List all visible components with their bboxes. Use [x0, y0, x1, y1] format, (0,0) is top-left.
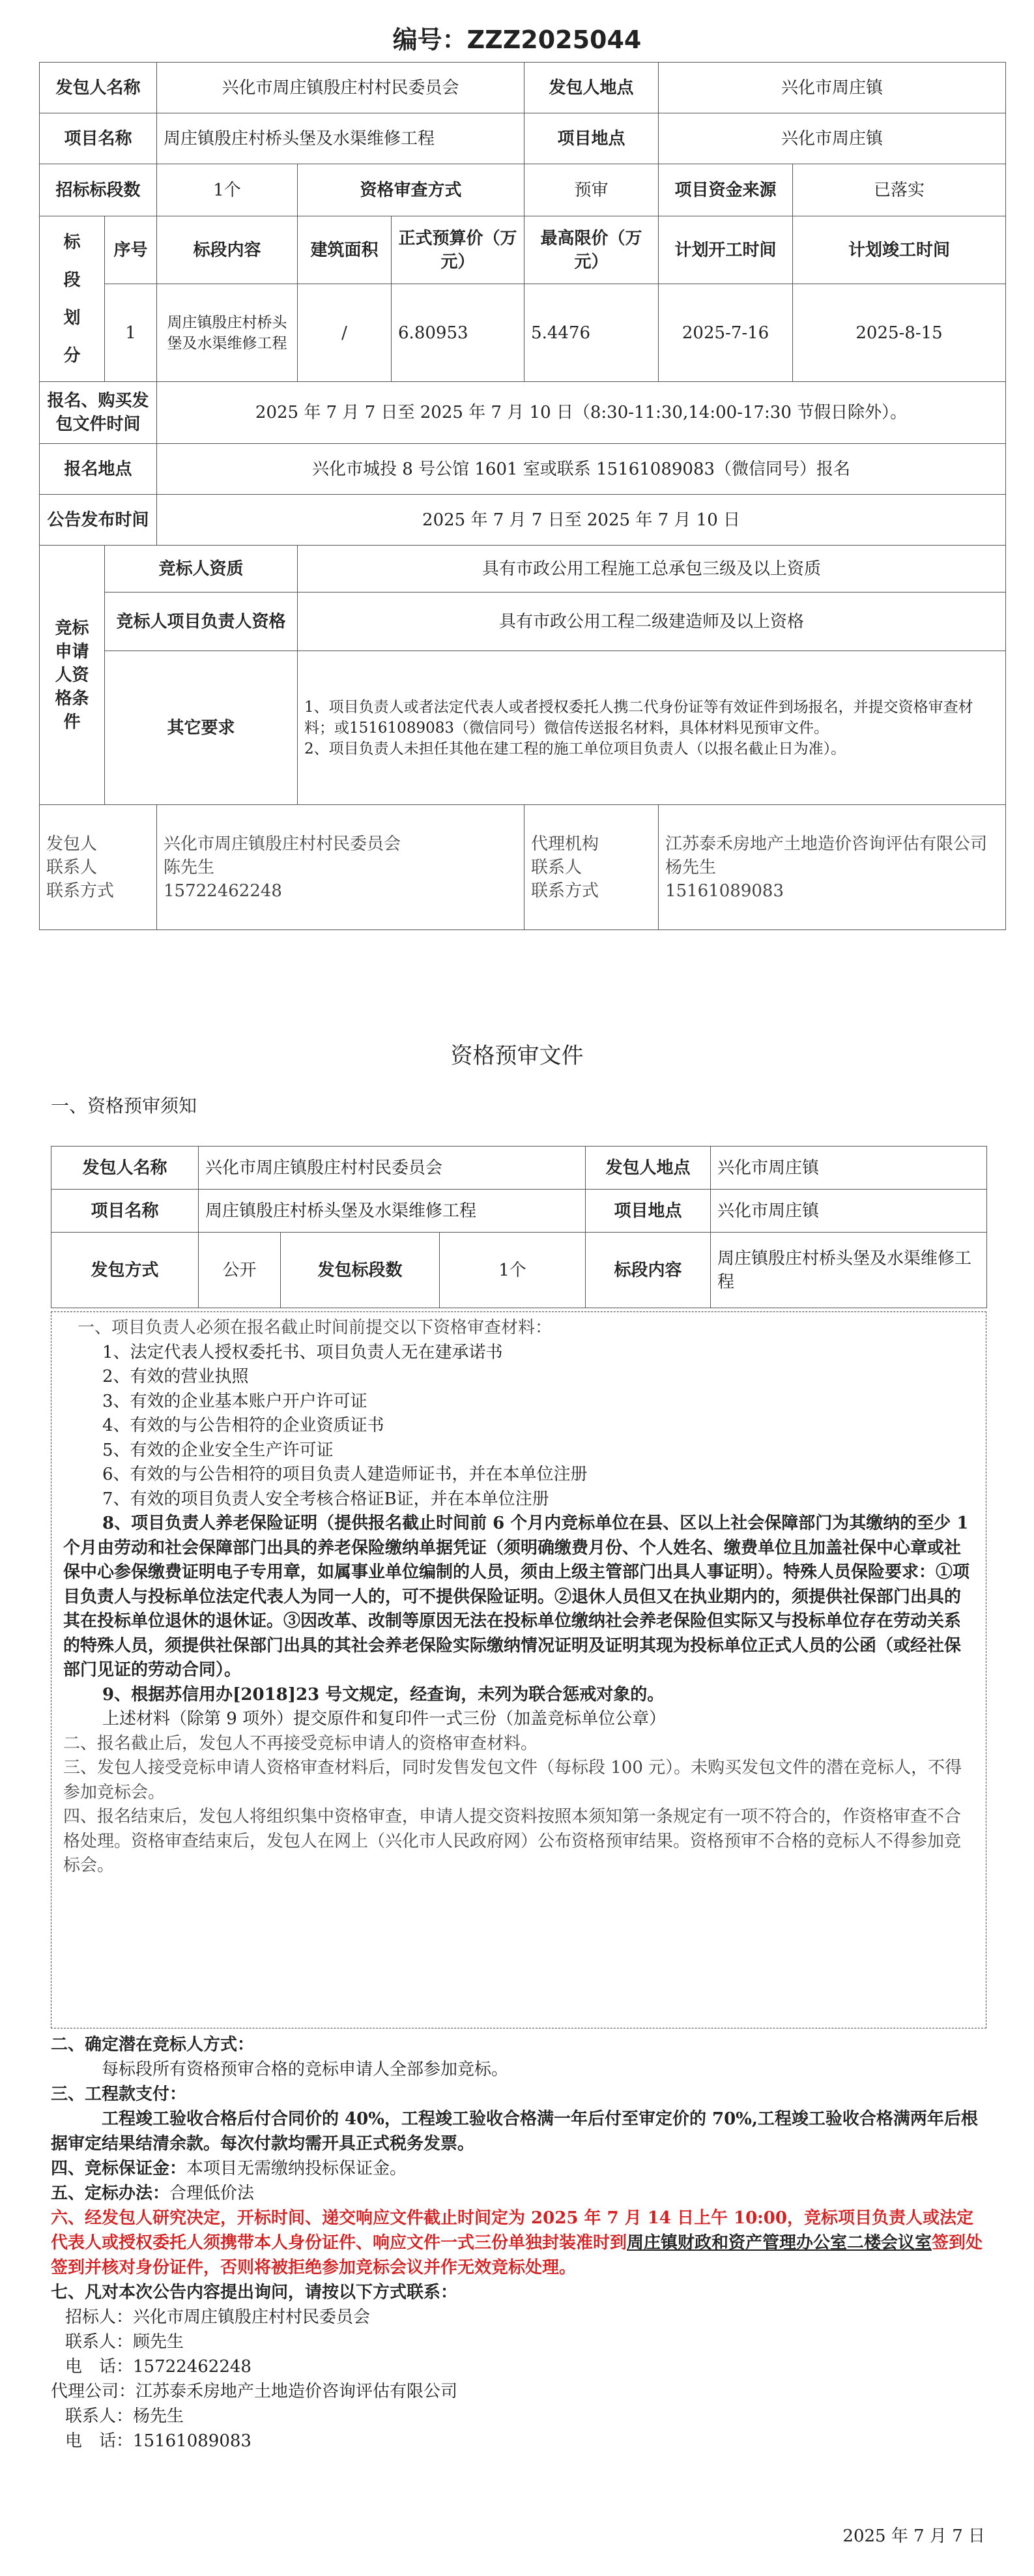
employer-place-value: 兴化市周庄镇 — [659, 63, 1006, 113]
lot-max-price-value: 5.4476 — [524, 284, 659, 382]
pq-mode-value: 公开 — [199, 1233, 281, 1308]
lot-start-value: 2025-7-16 — [659, 284, 793, 382]
contact-line-2: 电 话：15722462248 — [65, 2357, 251, 2377]
employer-contact-value: 兴化市周庄镇殷庄村村民委员会 陈先生 15722462248 — [157, 805, 524, 930]
box-line-1: 1、法定代表人授权委托书、项目负责人无在建承诺书 — [102, 1342, 503, 1362]
project-name-value: 周庄镇殷庄村桥头堡及水渠维修工程 — [157, 113, 524, 164]
lot-division-label: 标 段 划 分 — [40, 216, 105, 382]
qual-bidder-label: 竞标人资质 — [105, 546, 298, 593]
prequal-table — [51, 1146, 987, 1308]
signup-place-label: 报名地点 — [40, 444, 157, 495]
pq-employer-value: 兴化市周庄镇殷庄村村民委员会 — [199, 1147, 586, 1190]
lot-seq-header: 序号 — [105, 216, 157, 284]
pq-mode-label: 发包方式 — [51, 1233, 199, 1308]
qualification-group-label: 竞标申请人资格条件 — [40, 546, 105, 805]
prequal-requirements-box — [51, 1311, 986, 2028]
project-name-label: 项目名称 — [40, 113, 157, 164]
agent-contact-value: 江苏泰禾房地产土地造价咨询评估有限公司 杨先生 15161089083 — [659, 805, 1006, 930]
qual-other-item-2: 2、项目负责人未担任其他在建工程的施工单位项目负责人（以报名截止日为准）。 — [304, 740, 846, 757]
signup-place-value: 兴化市城投 8 号公馆 1601 室或联系 15161089083（微信同号）报名 — [157, 444, 1006, 495]
employer-place-label: 发包人地点 — [524, 63, 659, 113]
s4-title: 四、竞标保证金： — [51, 2159, 187, 2178]
s2-title: 二、确定潜在竞标人方式： — [51, 2035, 255, 2055]
fund-source-value: 已落实 — [793, 164, 1006, 216]
s4-line — [51, 2156, 986, 2181]
box-line-8: 8、项目负责人养老保险证明（提供报名截止时间前 6 个月内竞标单位在县、区以上社会保障部门为其缴纳的至少 1 个月由劳动和社会保障部门出具的养老保险缴纳单据凭证（须明确缴费月份、个人姓名、缴费单位且加盖社保中心章或社保中心参保缴费证明电子专用章，如属事业单位编制的人员，须由上级主管部门出具人事证明）。特殊人员保险要求：①项目负责人与投标单位法定代表人为同一人的，可不提供保险证明。②退休人员但又在执业期内的，须提供社保部门出具的其在投标单位退休的退休证。③因改革、改制等原因无法在投标单位缴纳社会养老保险但实际又与投标单位存在劳动关系的特殊人员，须提供社保部门出具的其社会养老保险实际缴纳情况证明及证明其现为投标单位正式人员的公函（或经社保部门见证的劳动合同）。 — [63, 1514, 970, 1680]
box-line-7: 7、有效的项目负责人安全考核合格证B证，并在本单位注册 — [102, 1489, 549, 1509]
section-1-heading: 一、资格预审须知 — [51, 1095, 197, 1117]
qual-other-item-1: 1、项目负责人或者法定代表人或者授权委托人携二代身份证等有效证件到场报名，并提交资格审查材料；或15161089083（微信同号）微信传送报名材料，具体材料见预审文件。 — [304, 698, 973, 737]
sections-value: 1个 — [157, 164, 298, 216]
lot-end-value: 2025-8-15 — [793, 284, 1006, 382]
lot-area-value: / — [298, 284, 392, 382]
project-place-label: 项目地点 — [524, 113, 659, 164]
qual-other-label: 其它要求 — [105, 651, 298, 805]
box-line-3: 3、有效的企业基本账户开户许可证 — [102, 1391, 367, 1411]
lot-end-header: 计划竣工时间 — [793, 216, 1006, 284]
pq-lot-content-label: 标段内容 — [586, 1233, 711, 1308]
box-line-4: 4、有效的与公告相符的企业资质证书 — [102, 1416, 384, 1435]
s3-text: 工程竣工验收合格后付合同价的 40%，工程竣工验收合格满一年后付至审定价的 70%,工程竣工验收合格满两年后根据审定结果结清余款。每次付款均需开具正式税务发票。 — [51, 2109, 978, 2154]
box-line-12: 三、发包人接受竞标申请人资格审查材料后，同时发售发包文件（每标段 100 元）。未购买发包文件的潜在竞标人，不得参加竞标会。 — [63, 1758, 962, 1802]
qual-pm-label: 竞标人项目负责人资格 — [105, 593, 298, 651]
lot-start-header: 计划开工时间 — [659, 216, 793, 284]
review-method-label: 资格审查方式 — [298, 164, 524, 216]
lot-budget-value: 6.80953 — [392, 284, 524, 382]
box-line-2: 2、有效的营业执照 — [102, 1367, 249, 1386]
s3-title: 三、工程款支付： — [51, 2085, 187, 2104]
contact-line-1: 联系人：顾先生 — [65, 2332, 184, 2352]
purchase-time-label: 报名、购买发包文件时间 — [40, 382, 157, 444]
agent-contact-label: 代理机构 联系人 联系方式 — [524, 805, 659, 930]
employer-label: 发包人名称 — [40, 63, 157, 113]
pq-place-value: 兴化市周庄镇 — [711, 1147, 987, 1190]
sections-label: 招标标段数 — [40, 164, 157, 216]
s5-line — [51, 2181, 986, 2206]
pq-project-place-value: 兴化市周庄镇 — [711, 1190, 987, 1233]
publish-time-label: 公告发布时间 — [40, 495, 157, 546]
fund-source-label: 项目资金来源 — [659, 164, 793, 216]
employer-contact-label: 发包人 联系人 联系方式 — [40, 805, 157, 930]
document-date: 2025 年 7 月 7 日 — [842, 2526, 985, 2546]
box-line-11: 二、报名截止后，发包人不再接受竞标申请人的资格审查材料。 — [63, 1733, 538, 1753]
box-line-9: 9、根据苏信用办[2018]23 号文规定，经查询，未列为联合惩戒对象的。 — [102, 1684, 665, 1705]
s7-title: 七、凡对本次公告内容提出询问，请按以下方式联系： — [51, 2283, 458, 2302]
box-line-0: 一、项目负责人必须在报名截止时间前提交以下资格审查材料： — [78, 1318, 553, 1338]
s4-text: 本项目无需缴纳投标保证金。 — [186, 2159, 407, 2178]
s5-text: 合理低价法 — [169, 2184, 255, 2203]
prequal-title: 资格预审文件 — [450, 1043, 584, 1069]
s5-title: 五、定标办法： — [51, 2184, 170, 2203]
lot-budget-header: 正式预算价（万元） — [392, 216, 524, 284]
qual-other-value — [298, 651, 1006, 805]
document-number: 编号：ZZZ2025044 — [392, 25, 642, 54]
contact-line-4: 联系人：杨先生 — [65, 2407, 184, 2426]
box-line-6: 6、有效的与公告相符的项目负责人建造师证书，并在本单位注册 — [102, 1465, 588, 1484]
s6-text: 六、经发包人研究决定，开标时间、递交响应文件截止时间定为 2025 年 7 月 14 日上午 10:00，竞标项目负责人或法定代表人或授权委托人须携带本人身份证件、响应文件一式三份单独封装准时到周庄镇财政和资产管理办公室二楼会议室签到处签到并核对身份证件，否则将被拒绝参加竞标会议并作无效竞标处理。 — [51, 2208, 983, 2277]
pq-place-label: 发包人地点 — [586, 1147, 711, 1190]
pq-employer-label: 发包人名称 — [51, 1147, 199, 1190]
publish-time-value: 2025 年 7 月 7 日至 2025 年 7 月 10 日 — [157, 495, 1006, 546]
pq-project-label: 项目名称 — [51, 1190, 199, 1233]
lot-content-value: 周庄镇殷庄村桥头堡及水渠维修工程 — [157, 284, 298, 382]
purchase-time-value: 2025 年 7 月 7 日至 2025 年 7 月 10 日（8:30-11:30,14:00-17:30 节假日除外）。 — [157, 382, 1006, 444]
pq-lot-content-value: 周庄镇殷庄村桥头堡及水渠维修工程 — [711, 1233, 987, 1308]
qual-pm-value: 具有市政公用工程二级建造师及以上资格 — [298, 593, 1006, 651]
pq-project-place-label: 项目地点 — [586, 1190, 711, 1233]
contact-line-0: 招标人：兴化市周庄镇殷庄村村民委员会 — [65, 2307, 371, 2327]
box-line-13: 四、报名结束后，发包人将组织集中资格审查，申请人提交资料按照本须知第一条规定有一项不符合的，作资格审查不合格处理。资格审查结束后，发包人在网上（兴化市人民政府网）公布资格预审结果。资格预审不合格的竞标人不得参加竞标会。 — [63, 1807, 962, 1875]
qual-bidder-value: 具有市政公用工程施工总承包三级及以上资质 — [298, 546, 1006, 593]
employer-value: 兴化市周庄镇殷庄村村民委员会 — [157, 63, 524, 113]
lot-seq-value: 1 — [105, 284, 157, 382]
pq-lots-value: 1个 — [440, 1233, 586, 1308]
lot-content-header: 标段内容 — [157, 216, 298, 284]
lot-max-price-header: 最高限价（万元） — [524, 216, 659, 284]
lot-area-header: 建筑面积 — [298, 216, 392, 284]
box-line-5: 5、有效的企业安全生产许可证 — [102, 1440, 334, 1460]
review-method-value: 预审 — [524, 164, 659, 216]
pq-lots-label: 发包标段数 — [281, 1233, 440, 1308]
prequal-terms — [51, 2032, 986, 2453]
box-line-10: 上述材料（除第 9 项外）提交原件和复印件一式三份（加盖竞标单位公章） — [102, 1709, 667, 1729]
contact-line-5: 电 话：15161089083 — [65, 2431, 251, 2451]
s2-text: 每标段所有资格预审合格的竞标申请人全部参加竞标。 — [102, 2060, 509, 2079]
contact-line-3: 代理公司：江苏泰禾房地产土地造价咨询评估有限公司 — [51, 2382, 458, 2401]
pq-project-value: 周庄镇殷庄村桥头堡及水渠维修工程 — [199, 1190, 586, 1233]
s6-place: 周庄镇财政和资产管理办公室二楼会议室 — [627, 2233, 932, 2253]
project-place-value: 兴化市周庄镇 — [659, 113, 1006, 164]
tender-notice-table — [39, 62, 1006, 930]
